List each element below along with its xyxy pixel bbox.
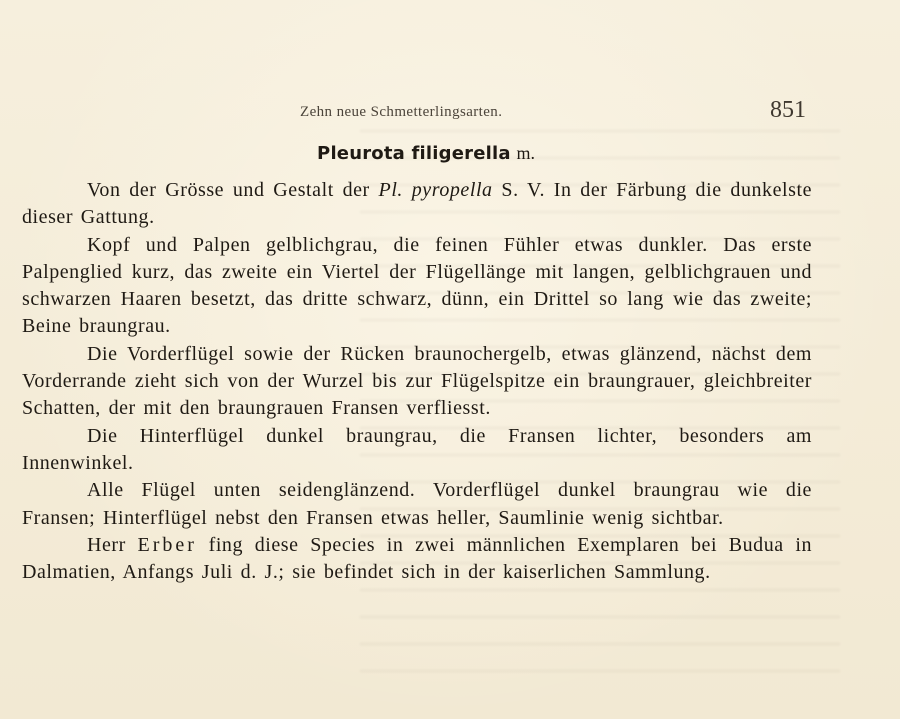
paragraph-3: Die Vorderflügel sowie der Rücken braunochergelb, etwas glänzend, nächst dem Vorderrande zieht sich von der Wurzel bis zur Flügelspitze ein braungrauer, gleichbreiter Schatten, der mit den braungrauen Fransen verfliesst. — [22, 342, 812, 420]
paragraph-1-text-a: Von der Grösse und Gestalt der — [87, 179, 370, 201]
page-number: 851 — [770, 97, 806, 123]
author-abbreviation: m. — [516, 143, 535, 163]
paragraph-1-text-c: S. V. In der Färbung die dunkelste dieser Gattung. — [22, 179, 813, 229]
running-head: Zehn neue Schmetterlingsarten. — [300, 104, 503, 120]
paragraph-5: Alle Flügel unten seidenglänzend. Vorderflügel dunkel braungrau wie die Fransen; Hinterflügel nebst den Fransen etwas heller, Saumlinie wenig sichtbar. — [22, 479, 812, 529]
paragraph-1-species-ref: Pl. pyropella — [378, 179, 493, 201]
paragraph-6-text-c: fing diese Species in zwei männlichen Exemplaren bei Budua in Dalmatien, Anfangs Juli d. J.; sie befindet sich in der kaiserlichen Sammlung. — [22, 533, 813, 584]
paragraph-1 — [22, 177, 812, 232]
article-title — [0, 143, 876, 164]
paragraph-4: Die Hinterflügel dunkel braungrau, die Fransen lichter, besonders am Innenwinkel. — [22, 424, 812, 474]
collector-name: Erber — [137, 533, 197, 556]
paragraph-6-text-a: Herr — [87, 533, 126, 556]
body-text — [22, 177, 812, 586]
species-name: Pleurota filigerella — [317, 143, 511, 164]
paragraph-2: Kopf und Palpen gelblichgrau, die feinen Fühler etwas dunkler. Das erste Palpenglied kurz, das zweite ein Viertel der Flügellänge mit langen, gelblichgrauen und schwarzen Haaren besetzt, das dritte schwarz, dünn, ein Drittel so lang wie das zweite; Beine braungrau. — [22, 233, 812, 338]
paragraph-6 — [22, 532, 812, 587]
